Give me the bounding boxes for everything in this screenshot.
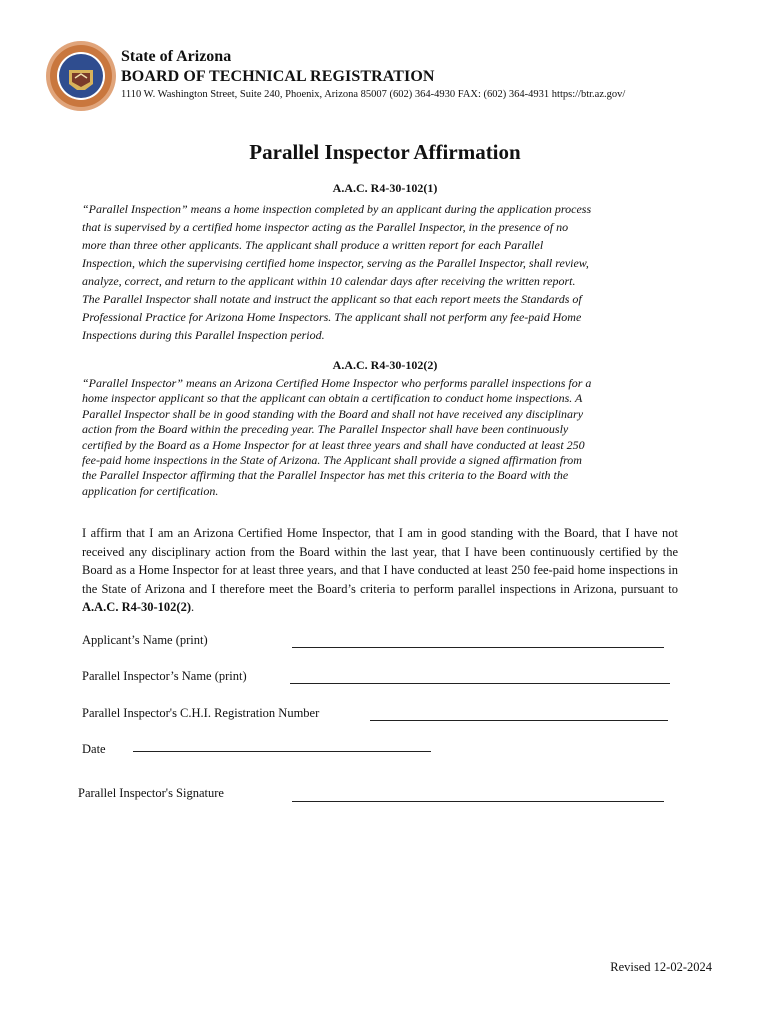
registration-number-label: Parallel Inspector's C.H.I. Registration Number (82, 706, 320, 720)
section1-heading: A.A.C. R4-30-102(1) (332, 181, 438, 195)
section2-line: fee-paid home inspections in the State of Arizona. The Applicant shall provide a signed affirmation from (82, 453, 582, 468)
inspector-name-field[interactable] (290, 683, 670, 684)
section2-line: certified by the Board as a Home Inspector for at least three years and shall have conducted at least 250 (82, 437, 585, 452)
section1-line: Inspections during this Parallel Inspection period. (82, 328, 325, 342)
section1-line: Professional Practice for Arizona Home Inspectors. The applicant shall not perform any fee-paid Home (82, 310, 582, 324)
applicant-name-field[interactable] (292, 647, 664, 648)
section1-line: that is supervised by a certified home inspector acting as the Parallel Inspector, in the presence of no (82, 220, 569, 234)
page-title: Parallel Inspector Affirmation (249, 140, 521, 164)
affirmation-citation: A.A.C. R4-30-102(2) (82, 600, 192, 614)
section2-definition (82, 376, 682, 499)
affirmation-statement (82, 524, 678, 617)
registration-number-field[interactable] (370, 720, 668, 721)
inspector-name-label: Parallel Inspector’s Name (print) (82, 669, 247, 683)
header-board-name: BOARD OF TECHNICAL REGISTRATION (121, 68, 435, 85)
state-seal-logo (45, 40, 117, 112)
section1-line: analyze, correct, and return to the applicant within 10 calendar days after receiving the written report. (82, 274, 576, 288)
header-state: State of Arizona (121, 48, 232, 65)
signature-field[interactable] (292, 801, 664, 802)
section2-line: home inspector applicant so that the applicant can obtain a certification to conduct home inspections. A (82, 391, 583, 406)
applicant-name-label: Applicant’s Name (print) (82, 633, 208, 647)
section2-heading: A.A.C. R4-30-102(2) (332, 358, 438, 372)
signature-label: Parallel Inspector's Signature (78, 786, 224, 800)
section2-line: Parallel Inspector shall be in good standing with the Board and shall not have received any disciplinary (82, 406, 584, 421)
section1-line: Inspection, which the supervising certified home inspector, serving as the Parallel Inspector, shall review, (82, 256, 589, 270)
revision-date: Revised 12-02-2024 (610, 960, 712, 974)
date-label: Date (82, 742, 106, 756)
section2-line: the Parallel Inspector affirming that the Parallel Inspector has met this criteria to the Board with the (82, 468, 569, 483)
section2-line: application for certification. (82, 483, 219, 498)
date-field[interactable] (133, 751, 431, 752)
section1-definition (82, 200, 682, 344)
section1-line: The Parallel Inspector shall notate and instruct the applicant so that each report meets the Standards of (82, 292, 582, 306)
section1-line: “Parallel Inspection” means a home inspection completed by an applicant during the application process (82, 202, 592, 216)
section1-line: more than three other applicants. The applicant shall produce a written report for each Parallel (82, 238, 544, 252)
affirmation-text: I affirm that I am an Arizona Certified Home Inspector, that I am in good standing with the Board, that I have not received any disciplinary action from the Board within the last year, that I have been continuously certified by the Board as a Home Inspector for at least three years, and that I have conducted at least 250 fee-paid home inspections in the State of Arizona and I therefore meet the Board’s criteria to perform parallel inspections in Arizona, pursuant to (82, 526, 678, 596)
affirmation-end: . (191, 600, 195, 614)
section2-line: “Parallel Inspector” means an Arizona Certified Home Inspector who performs parallel inspections for a (82, 376, 592, 390)
section2-line: action from the Board within the preceding year. The Parallel Inspector shall have been continuously (82, 422, 569, 437)
header-address: 1110 W. Washington Street, Suite 240, Phoenix, Arizona 85007 (602) 364-4930 FAX: (602) 364-4931 https://btr.az.gov/ (121, 89, 626, 100)
